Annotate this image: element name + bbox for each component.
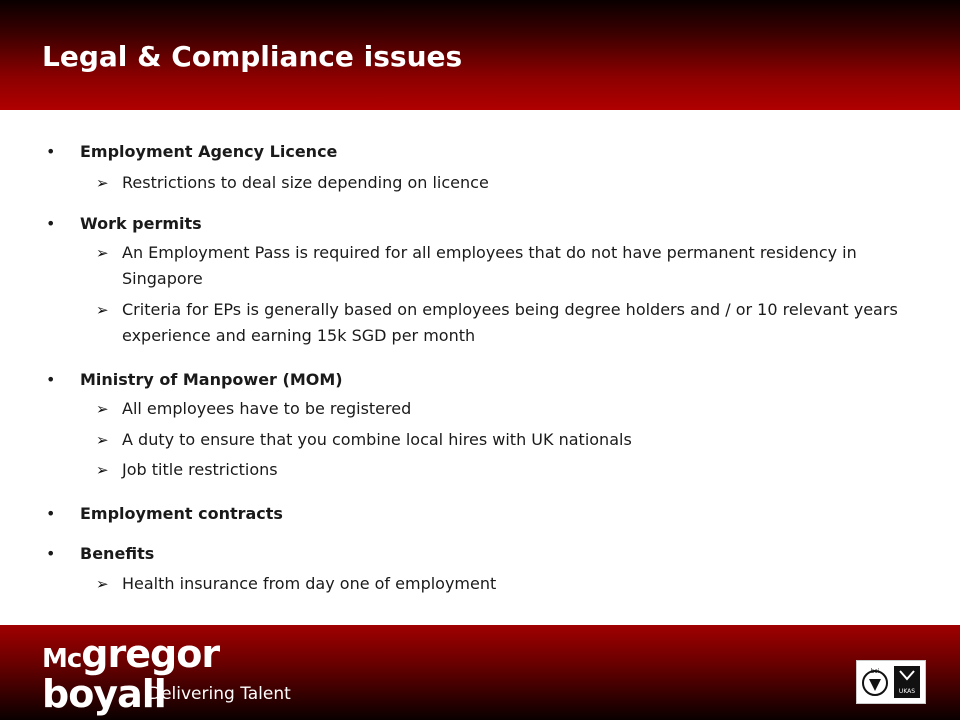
logo-text-boyall: boyall [42, 672, 166, 716]
bullet-icon: • [46, 214, 56, 233]
bullet-icon: • [46, 142, 56, 161]
sub-bullet-text: An Employment Pass is required for all employees that do not have permanent residency in Singapore [122, 243, 857, 288]
ukas-text: UKAS [898, 688, 916, 695]
arrow-icon: ➢ [96, 461, 109, 479]
arrow-icon: ➢ [96, 174, 109, 192]
arrow-icon: ➢ [96, 431, 109, 449]
bullet-heading-text: Ministry of Manpower (MOM) [80, 370, 343, 389]
sub-bullet-text: Restrictions to deal size depending on licence [122, 173, 489, 192]
sub-bullet-text: Criteria for EPs is generally based on employees being degree holders and / or 10 relevant years experience and earning 15k SGD per month [122, 300, 898, 345]
bullet-heading-text: Employment Agency Licence [80, 142, 338, 161]
bullet-heading [46, 142, 338, 161]
bullet-heading [46, 214, 202, 233]
arrow-icon: ➢ [96, 244, 109, 262]
bullet-icon: • [46, 504, 56, 523]
footer-banner [0, 625, 960, 720]
arrow-icon: ➢ [96, 400, 109, 418]
arrow-icon: ➢ [96, 301, 109, 319]
bullet-heading-text: Employment contracts [80, 504, 283, 523]
bullet-heading [46, 504, 283, 523]
certification-badges [856, 660, 926, 704]
bullet-heading-text: Work permits [80, 214, 202, 233]
logo-text-gregor: gregor [81, 632, 220, 676]
sub-bullet [96, 396, 902, 422]
sub-bullet-text: Health insurance from day one of employment [122, 574, 497, 593]
bullet-heading [46, 544, 155, 563]
tagline: Delivering Talent [148, 684, 291, 704]
header-banner [0, 0, 960, 110]
bsi-certification-icon [861, 665, 889, 699]
bsi-text: bsi [870, 668, 880, 675]
bullet-icon: • [46, 544, 56, 563]
sub-bullet [96, 571, 902, 597]
sub-bullet-text: Job title restrictions [122, 460, 278, 479]
bullet-heading-text: Benefits [80, 544, 155, 563]
arrow-icon: ➢ [96, 575, 109, 593]
sub-bullet [96, 457, 902, 483]
sub-bullet-text: All employees have to be registered [122, 399, 412, 418]
bullet-icon: • [46, 370, 56, 389]
ukas-certification-icon [893, 665, 921, 699]
sub-bullet [96, 170, 902, 196]
bullet-heading [46, 370, 343, 389]
logo-text-mc: Mc [42, 644, 82, 674]
sub-bullet [96, 427, 902, 453]
sub-bullet [96, 240, 902, 292]
page-title: Legal & Compliance issues [42, 40, 463, 73]
sub-bullet [96, 297, 902, 349]
sub-bullet-text: A duty to ensure that you combine local hires with UK nationals [122, 430, 632, 449]
